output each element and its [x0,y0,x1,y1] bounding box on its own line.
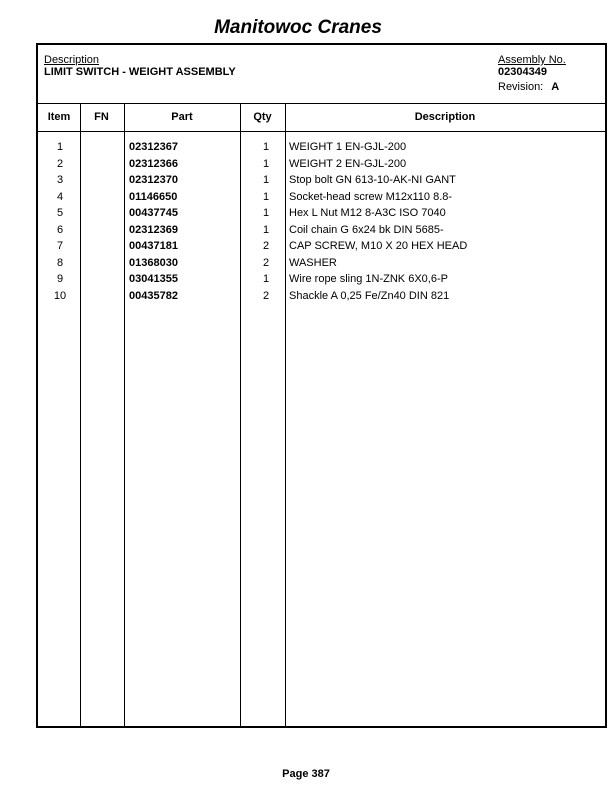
part-number-cell: 02312367 [129,141,178,153]
table-row [38,255,605,272]
part-number-cell: 03041355 [129,273,178,285]
item-cell: 9 [56,273,64,285]
description-cell: Stop bolt GN 613-10-AK-NI GANT [289,174,456,186]
item-cell: 8 [56,256,64,269]
quantity-cell: 2 [262,240,270,252]
revision-value: A [551,81,560,93]
revision-label: Revision: [498,81,544,93]
description-cell: Hex L Nut M12 8-A3C ISO 7040 [289,207,446,219]
item-cell: 5 [56,207,64,219]
item-cell: 1 [56,141,64,153]
part-number-cell: 02312370 [129,174,178,186]
revision-line [498,79,566,96]
item-cell: 4 [56,190,64,203]
column-header-description: Description [414,111,476,123]
part-number-cell: 00435782 [129,289,178,302]
table-row [38,222,605,239]
table-row [38,205,605,222]
quantity-cell: 1 [262,223,270,236]
table-row [38,238,605,255]
item-cell: 2 [56,157,64,170]
assembly-description-block [44,54,236,79]
assembly-description: LIMIT SWITCH - WEIGHT ASSEMBLY [44,66,236,78]
assembly-number-label: Assembly No. [498,54,566,66]
table-row [38,139,605,156]
item-cell: 7 [56,240,64,252]
part-number-cell: 02312369 [129,223,178,236]
column-header-item: Item [47,111,71,123]
quantity-cell: 1 [262,174,270,186]
description-cell: WEIGHT 2 EN-GJL-200 [289,157,407,170]
table-body [38,139,605,304]
quantity-cell: 1 [262,190,270,203]
quantity-cell: 2 [262,289,270,302]
description-label: Description [44,54,100,66]
description-cell: Socket-head screw M12x110 8.8- [289,190,453,203]
parts-list-frame [36,43,607,728]
table-row [38,156,605,173]
quantity-cell: 1 [262,273,270,285]
description-cell: Coil chain G 6x24 bk DIN 5685- [289,223,444,236]
table-row [38,189,605,206]
table-row [38,172,605,189]
quantity-cell: 1 [262,207,270,219]
description-cell: Shackle A 0,25 Fe/Zn40 DIN 821 [289,289,450,302]
description-cell: Wire rope sling 1N-ZNK 6X0,6-P [289,273,448,285]
part-number-cell: 01146650 [129,190,178,203]
document-title: Manitowoc Cranes [214,17,382,38]
assembly-number: 02304349 [498,66,547,78]
part-number-cell: 00437745 [129,207,178,219]
column-header-qty: Qty [253,111,272,123]
part-number-cell: 02312366 [129,157,178,170]
table-row [38,288,605,305]
item-cell: 10 [53,289,67,302]
item-cell: 6 [56,223,64,236]
part-number-cell: 01368030 [129,256,178,269]
column-header-fn: FN [94,111,109,123]
part-number-cell: 00437181 [129,240,178,252]
quantity-cell: 1 [262,157,270,170]
description-cell: WEIGHT 1 EN-GJL-200 [289,141,407,153]
quantity-cell: 2 [262,256,270,269]
item-cell: 3 [56,174,64,186]
quantity-cell: 1 [262,141,270,153]
assembly-number-block [498,54,566,96]
description-cell: CAP SCREW, M10 X 20 HEX HEAD [289,240,468,252]
description-cell: WASHER [289,256,337,269]
table-row [38,271,605,288]
column-header-part: Part [171,111,193,123]
assembly-header [38,45,605,104]
page-number: Page 387 [282,768,330,780]
